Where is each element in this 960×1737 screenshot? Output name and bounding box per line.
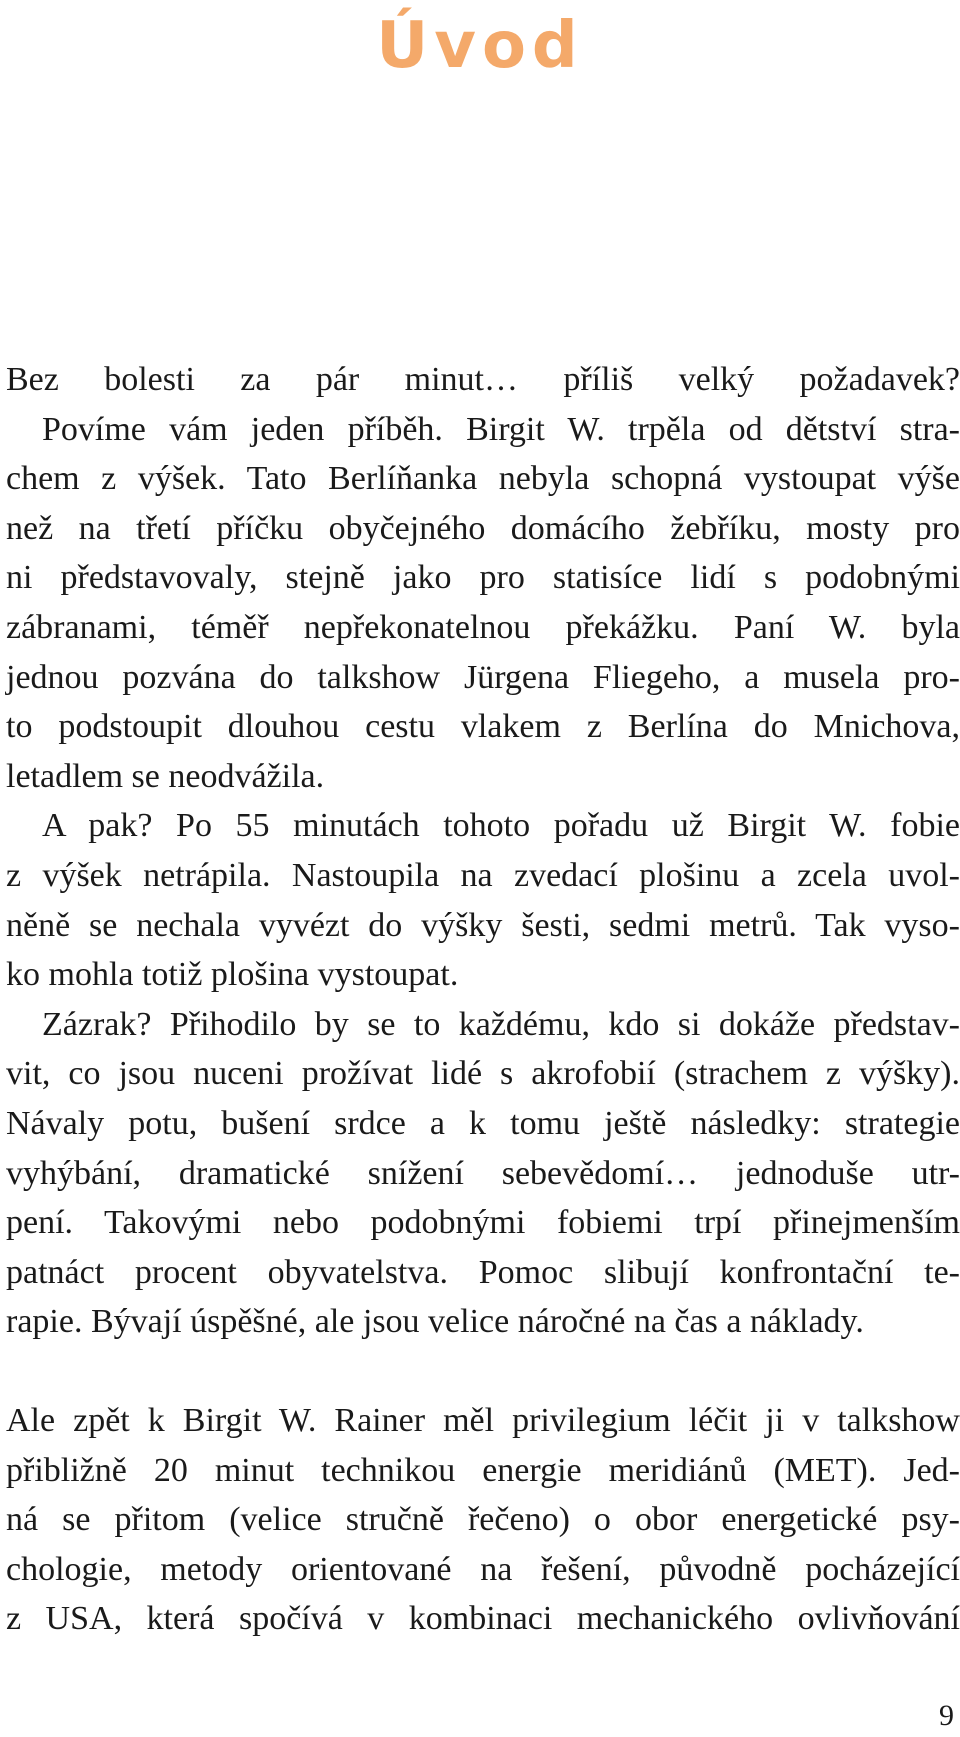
text-line: z USA, která spočívá v kombinaci mechanického ovlivňování bbox=[6, 1600, 960, 1638]
paragraph-block-2 bbox=[6, 1396, 960, 1644]
text-line: Zázrak? Přihodilo by se to každému, kdo si dokáže představ- bbox=[42, 1005, 960, 1043]
text-line: Návaly potu, bušení srdce a k tomu ještě následky: strategie bbox=[6, 1104, 960, 1142]
text-line: chem z výšek. Tato Berlíňanka nebyla schopná vystoupat výše bbox=[6, 460, 960, 498]
text-line: vyhýbání, dramatické snížení sebevědomí… jednoduše utr- bbox=[6, 1154, 960, 1192]
chapter-heading: Úvod bbox=[376, 9, 584, 83]
text-line: zábranami, téměř nepřekonatelnou překážku. Paní W. byla bbox=[6, 608, 960, 646]
text-line: ná se přitom (velice stručně řečeno) o obor energetické psy- bbox=[6, 1501, 960, 1539]
page-number: 9 bbox=[939, 1699, 954, 1732]
text-line: letadlem se neodvážila. bbox=[6, 757, 325, 795]
text-line: pení. Takovými nebo podobnými fobiemi trpí přinejmenším bbox=[6, 1204, 960, 1242]
text-line: jednou pozvána do talkshow Jürgena Fliegeho, a musela pro- bbox=[6, 658, 960, 696]
paragraph-block-1 bbox=[6, 355, 960, 1347]
text-line: Ale zpět k Birgit W. Rainer měl privilegium léčit ji v talkshow bbox=[6, 1402, 960, 1439]
text-line: A pak? Po 55 minutách tohoto pořadu už Birgit W. fobie bbox=[42, 807, 960, 845]
text-line: chologie, metody orientované na řešení, původně pocházející bbox=[6, 1550, 960, 1588]
text-line: to podstoupit dlouhou cestu vlakem z Berlína do Mnichova, bbox=[6, 708, 960, 746]
text-line: něně se nechala vyvézt do výšky šesti, sedmi metrů. Tak vyso- bbox=[6, 906, 960, 944]
text-line: než na třetí příčku obyčejného domácího žebříku, mosty pro bbox=[6, 509, 960, 547]
text-line: Bez bolesti za pár minut… příliš velký požadavek? bbox=[6, 361, 960, 398]
text-line: Povíme vám jeden příběh. Birgit W. trpěla od dětství stra- bbox=[42, 410, 960, 448]
text-line: ko mohla totiž plošina vystoupat. bbox=[6, 956, 459, 994]
text-line: z výšek netrápila. Nastoupila na zvedací plošinu a zcela uvol- bbox=[6, 856, 960, 894]
text-line: vit, co jsou nuceni prožívat lidé s akrofobií (strachem z výšky). bbox=[6, 1055, 960, 1093]
text-line: přibližně 20 minut technikou energie meridiánů (MET). Jed- bbox=[6, 1451, 960, 1489]
text-line: ni představovaly, stejně jako pro statisíce lidí s podobnými bbox=[6, 559, 960, 597]
text-line: patnáct procent obyvatelstva. Pomoc slibují konfrontační te- bbox=[6, 1253, 960, 1291]
text-line: rapie. Bývají úspěšné, ale jsou velice náročné na čas a náklady. bbox=[6, 1303, 864, 1341]
